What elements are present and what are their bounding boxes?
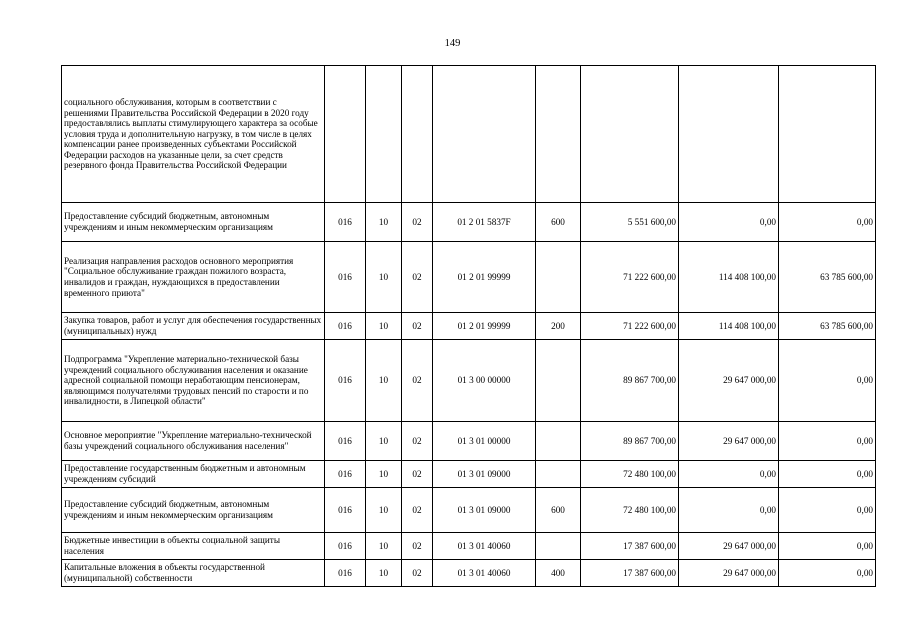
target-article-code: 01 2 01 99999 [433,242,536,313]
row-name: Предоставление субсидий бюджетным, автономным учреждениям и иным некоммерческим организациям [62,488,325,533]
table-row [62,340,876,422]
row-name: Бюджетные инвестиции в объекты социальной защиты населения [62,533,325,560]
target-article-code: 01 3 01 40060 [433,560,536,587]
amount-year-2: 0,00 [679,203,779,242]
expense-type-code: 200 [536,313,581,340]
amount-year-2: 29 647 000,00 [679,340,779,422]
amount-year-2: 29 647 000,00 [679,533,779,560]
budget-table [61,65,876,587]
target-article-code: 01 3 01 40060 [433,533,536,560]
target-article-code: 01 2 01 5837F [433,203,536,242]
table-row [62,560,876,587]
row-name: Основное мероприятие "Укрепление материально-технической базы учреждений социального обслуживания населения" [62,422,325,461]
row-name: Капитальные вложения в объекты государственной (муниципальной) собственности [62,560,325,587]
amount-year-1: 17 387 600,00 [581,533,679,560]
expense-type-code [536,461,581,488]
expense-type-code [536,242,581,313]
target-article-code: 01 3 01 00000 [433,422,536,461]
amount-year-1: 71 222 600,00 [581,242,679,313]
section-code [366,66,402,203]
amount-year-2 [679,66,779,203]
admin-code: 016 [325,488,366,533]
subsection-code: 02 [402,560,433,587]
amount-year-3: 0,00 [779,203,876,242]
amount-year-1: 5 551 600,00 [581,203,679,242]
expense-type-code [536,340,581,422]
subsection-code: 02 [402,461,433,488]
amount-year-2: 114 408 100,00 [679,313,779,340]
section-code: 10 [366,488,402,533]
amount-year-3: 0,00 [779,533,876,560]
amount-year-3: 0,00 [779,560,876,587]
amount-year-2: 29 647 000,00 [679,560,779,587]
amount-year-3: 0,00 [779,340,876,422]
subsection-code: 02 [402,313,433,340]
page-number: 149 [444,38,461,49]
admin-code: 016 [325,461,366,488]
row-name: Предоставление государственным бюджетным и автономным учреждениям субсидий [62,461,325,488]
table-row [62,488,876,533]
target-article-code: 01 3 01 09000 [433,461,536,488]
admin-code: 016 [325,203,366,242]
amount-year-3: 63 785 600,00 [779,242,876,313]
amount-year-1: 72 480 100,00 [581,461,679,488]
expense-type-code [536,533,581,560]
section-code: 10 [366,313,402,340]
amount-year-2: 0,00 [679,461,779,488]
section-code: 10 [366,242,402,313]
admin-code: 016 [325,340,366,422]
expense-type-code: 400 [536,560,581,587]
subsection-code: 02 [402,422,433,461]
amount-year-1: 17 387 600,00 [581,560,679,587]
row-name: социального обслуживания, которым в соответствии с решениями Правительства Российской Федерации в 2020 году предоставлялись выплаты стимулирующего характера за особые условия труда и дополнительную нагрузку, в том числе в целях компенсации ранее произведенных субъектами Российской Федерации расходов на указанные цели, за счет средств резервного фонда Правительства Российской Федерации [62,66,325,203]
subsection-code: 02 [402,242,433,313]
target-article-code [433,66,536,203]
expense-type-code [536,422,581,461]
admin-code: 016 [325,422,366,461]
section-code: 10 [366,203,402,242]
amount-year-3: 0,00 [779,461,876,488]
section-code: 10 [366,560,402,587]
table-row [62,422,876,461]
table-row [62,461,876,488]
amount-year-3 [779,66,876,203]
amount-year-2: 114 408 100,00 [679,242,779,313]
amount-year-1: 72 480 100,00 [581,488,679,533]
section-code: 10 [366,461,402,488]
subsection-code: 02 [402,340,433,422]
amount-year-3: 0,00 [779,422,876,461]
admin-code: 016 [325,533,366,560]
subsection-code: 02 [402,488,433,533]
table-row [62,533,876,560]
amount-year-2: 0,00 [679,488,779,533]
row-name: Подпрограмма "Укрепление материально-технической базы учреждений социального обслуживания населения и оказание адресной социальной помощи неработающим пенсионерам, являющимся получателями трудовых пенсий по старости и по инвалидности, в Липецкой области" [62,340,325,422]
expense-type-code: 600 [536,488,581,533]
expense-type-code [536,66,581,203]
section-code: 10 [366,533,402,560]
admin-code: 016 [325,242,366,313]
section-code: 10 [366,340,402,422]
table-row [62,66,876,203]
expense-type-code: 600 [536,203,581,242]
subsection-code [402,66,433,203]
subsection-code: 02 [402,533,433,560]
amount-year-3: 0,00 [779,488,876,533]
table-row [62,313,876,340]
target-article-code: 01 2 01 99999 [433,313,536,340]
target-article-code: 01 3 01 09000 [433,488,536,533]
amount-year-2: 29 647 000,00 [679,422,779,461]
table-row [62,242,876,313]
amount-year-1: 89 867 700,00 [581,422,679,461]
amount-year-1: 71 222 600,00 [581,313,679,340]
row-name: Закупка товаров, работ и услуг для обеспечения государственных (муниципальных) нужд [62,313,325,340]
row-name: Реализация направления расходов основного мероприятия "Социальное обслуживание граждан пожилого возраста, инвалидов и граждан, нуждающихся в предоставлении временного приюта" [62,242,325,313]
table-row [62,203,876,242]
section-code: 10 [366,422,402,461]
row-name: Предоставление субсидий бюджетным, автономным учреждениям и иным некоммерческим организациям [62,203,325,242]
subsection-code: 02 [402,203,433,242]
amount-year-3: 63 785 600,00 [779,313,876,340]
admin-code: 016 [325,313,366,340]
amount-year-1: 89 867 700,00 [581,340,679,422]
target-article-code: 01 3 00 00000 [433,340,536,422]
amount-year-1 [581,66,679,203]
admin-code: 016 [325,560,366,587]
admin-code [325,66,366,203]
